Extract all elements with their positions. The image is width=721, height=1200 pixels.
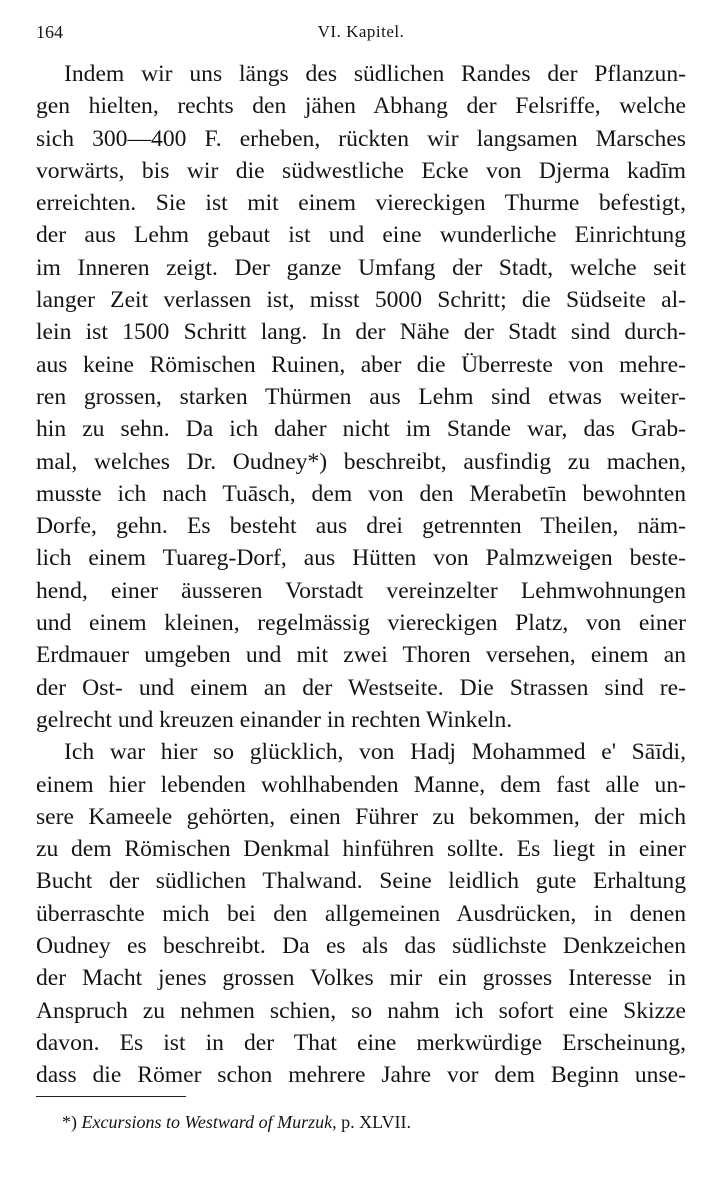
text-line: vorwärts, bis wir die südwestliche Ecke von Djerma kadīm [36,157,686,184]
text-line: hend, einer äusseren Vorstadt vereinzelter Lehmwohnungen [36,577,686,604]
text-line: lein ist 1500 Schritt lang. In der Nähe der Stadt sind durch- [36,319,686,346]
body-text [36,58,686,1092]
text-line: musste ich nach Tuāsch, dem von den Merabetīn bewohnten [36,480,686,507]
text-line: Anspruch zu nehmen schien, so nahm ich sofort eine Skizze [36,997,686,1024]
text-line: sich 300—400 F. erheben, rückten wir langsamen Marsches [36,125,686,152]
text-line: einem hier lebenden wohlhabenden Manne, dem fast alle un- [36,771,686,798]
text-line: dass die Römer schon mehrere Jahre vor dem Beginn unse- [36,1062,686,1089]
text-line: Erdmauer umgeben und mit zwei Thoren versehen, einem an [36,642,686,669]
footnote-title: Excursions to Westward of Murzuk [81,1112,333,1132]
text-line: aus keine Römischen Ruinen, aber die Überreste von mehre- [36,351,686,378]
footnote-reference: , p. XLVII. [332,1112,412,1132]
footnote-divider [36,1096,186,1097]
page-header [36,18,686,46]
text-line: Bucht der südlichen Thalwand. Seine leidlich gute Erhaltung [36,868,686,895]
text-line: mal, welches Dr. Oudney*) beschreibt, ausfindig zu machen, [36,448,686,475]
text-line: der Macht jenes grossen Volkes mir ein grosses Interesse in [36,965,686,992]
text-line: und einem kleinen, regelmässig viereckigen Platz, von einer [36,610,686,637]
running-head: VI. Kapitel. [317,22,405,41]
text-line: im Inneren zeigt. Der ganze Umfang der Stadt, welche seit [36,254,686,281]
text-line: der aus Lehm gebaut ist und eine wunderliche Einrichtung [36,222,686,249]
page-number: 164 [36,22,63,42]
text-line: sere Kameele gehörten, einen Führer zu bekommen, der mich [36,803,686,830]
text-line: zu dem Römischen Denkmal hinführen sollte. Es liegt in einer [36,836,686,863]
text-line: Indem wir uns längs des südlichen Randes der Pflanzun- [64,61,686,87]
text-line: ren grossen, starken Thürmen aus Lehm sind etwas weiter- [36,383,686,410]
text-line: Oudney es beschreibt. Da es als das südlichste Denkzeichen [36,933,686,960]
text-line: langer Zeit verlassen ist, misst 5000 Schritt; die Südseite al- [36,287,686,314]
text-line: davon. Es ist in der That eine merkwürdige Erscheinung, [36,1029,686,1056]
footnote [62,1112,411,1133]
text-line: gen hielten, rechts den jähen Abhang der Felsriffe, welche [36,93,686,120]
text-line: gelrecht und kreuzen einander in rechten Winkeln. [36,706,513,733]
footnote-marker: *) [62,1112,77,1132]
text-line: Ich war hier so glücklich, von Hadj Mohammed e' Sāīdi, [64,739,686,766]
text-line: Dorfe, gehn. Es besteht aus drei getrennten Theilen, näm- [36,513,686,540]
text-line: hin zu sehn. Da ich daher nicht im Stande war, das Grab- [36,416,686,443]
text-line: lich einem Tuareg-Dorf, aus Hütten von Palmzweigen beste- [36,545,686,572]
text-line: überraschte mich bei den allgemeinen Ausdrücken, in denen [36,900,686,927]
text-line: der Ost- und einem an der Westseite. Die Strassen sind re- [36,674,686,701]
text-line: erreichten. Sie ist mit einem viereckigen Thurme befestigt, [36,190,686,217]
